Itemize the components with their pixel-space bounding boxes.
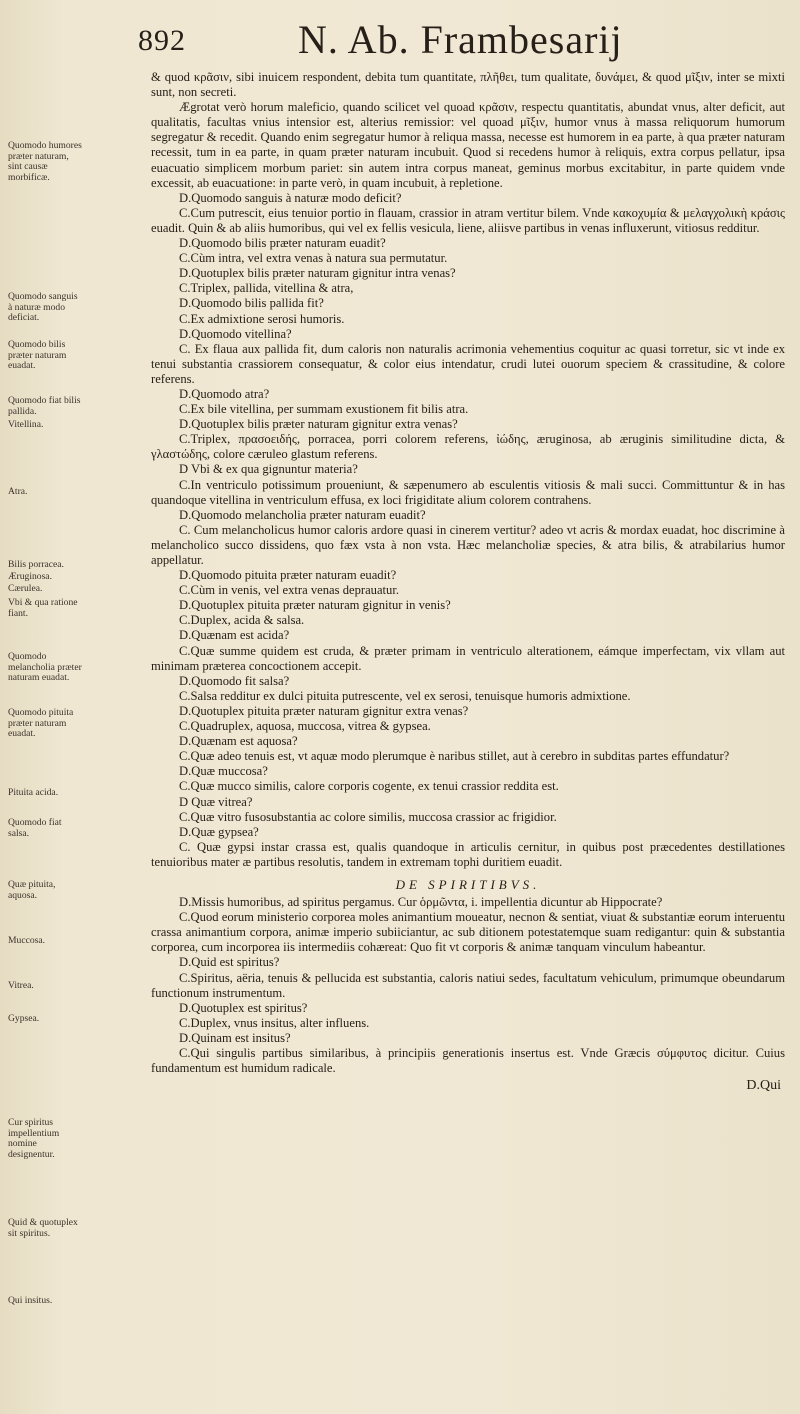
margin-note: Cur spiritus impellentium nomine designentur. xyxy=(8,1117,60,1160)
margin-note: Bilis porracea. xyxy=(8,559,64,570)
margin-note: Quomodo sanguis à naturæ modo deficiat. xyxy=(8,291,78,324)
answer-paragraph: C.Quæ adeo tenuis est, vt aquæ modo plerumque è naribus stillet, aut à cerebro in subditas partes effundatur? xyxy=(179,749,730,764)
answer-line: C.Quæ mucco similis, calore corporis cogente, ex tenui crassior reddita est. xyxy=(179,779,559,794)
question-line: D.Quæ gypsea? xyxy=(179,824,259,839)
question-line: D.Quæ muccosa? xyxy=(179,764,268,779)
margin-note: Vitrea. xyxy=(8,980,34,991)
question-line: D.Quomodo pituita præter naturam euadit? xyxy=(179,568,397,583)
catchword: D.Qui xyxy=(746,1078,781,1094)
answer-paragraph: C.Spiritus, aëria, tenuis & pellucida est substantia, caloris natiui sedes, facultatum vehiculum, primumque obeundarum functionum instrumentum. xyxy=(151,970,785,1000)
margin-note: Quomodo pituita præter naturam euadat. xyxy=(8,707,74,740)
question-line: D.Quotuplex bilis præter naturam gignitur intra venas? xyxy=(179,266,456,281)
question-line: D.Quomodo melancholia præter naturam euadit? xyxy=(179,507,426,522)
section-heading: DE SPIRITIBVS. xyxy=(395,876,541,892)
margin-note: Vbi & qua ratione fiant. xyxy=(8,597,78,619)
answer-line: C.Duplex, acida & salsa. xyxy=(179,613,305,628)
margin-note: Quomodo fiat bilis pallida. xyxy=(8,395,81,417)
answer-paragraph: C.Cum putrescit, eius tenuior portio in flauam, crassior in atram vertitur bilem. Vnde κακοχυμία & μελαγχολικὴ κράσις euadit. Quin & ab aliis humoribus, qui vel ex fellis vesicula, liene, aliisve partibus in venas influxerunt, vitiosus redditur. xyxy=(151,205,785,235)
question-line: D Quæ vitrea? xyxy=(179,794,253,809)
margin-note: Quæ pituita, aquosa. xyxy=(8,879,56,901)
margin-note: Quomodo humores præter naturam, sint causæ morbificæ. xyxy=(8,140,82,183)
answer-paragraph: C. Quæ gypsi instar crassa est, qualis quandoque in articulis cernitur, in quibus post præcedentes destillationes tenuioribus mater æ partibus resolutis, tandem in extremam tophi duritiem euadit. xyxy=(151,839,785,869)
answer-paragraph: C.Quæ summe quidem est cruda, & præter primam in ventriculo alterationem, eámque imperfectam, vix vllam aut minimam præterea concoctionem accepit. xyxy=(151,643,785,673)
page-number: 892 xyxy=(138,24,186,57)
page-header xyxy=(138,14,788,64)
question-line: D.Quinam est insitus? xyxy=(179,1030,291,1045)
question-line: D.Quomodo vitellina? xyxy=(179,326,292,341)
margin-note: Æruginosa. xyxy=(8,571,52,582)
answer-paragraph: C.Qui singulis partibus similaribus, à principiis generationis insertus est. Vnde Græcis σύμφυτος dicitur. Cuius fundamentum est humidum radicale. xyxy=(151,1046,785,1076)
answer-line: C.Ex admixtione serosi humoris. xyxy=(179,311,345,326)
margin-note: Quomodo fiat salsa. xyxy=(8,817,62,839)
question-line: D.Quotuplex pituita præter naturam gignitur extra venas? xyxy=(179,703,469,718)
question-line: D.Quomodo atra? xyxy=(179,386,270,401)
margin-note: Atra. xyxy=(8,486,28,497)
margin-note: Vitellina. xyxy=(8,419,44,430)
answer-line: C.Cùm intra, vel extra venas à natura sua permutatur. xyxy=(179,251,448,266)
question-line: D.Quomodo sanguis à naturæ modo deficit? xyxy=(179,190,402,205)
running-title: N. Ab. Frambesarij xyxy=(298,17,623,62)
margin-note: Quomodo melancholia præter naturam euadat. xyxy=(8,651,82,684)
answer-line: C.Quadruplex, aquosa, muccosa, vitrea & gypsea. xyxy=(179,719,431,734)
margin-note: Quid & quotuplex sit spiritus. xyxy=(8,1217,78,1239)
answer-paragraph: C.Quod eorum ministerio corporea moles animantium moueatur, necnon & sentiat, viuat & substantiæ eorum interuentu crassa animantium corpora, animæ imperio subiiciantur, ac sub ditionem potestatemque suam redigantur: quin & substantia corporea, cum incorporea iis intermediis cohæreat: Quo fit vt corporis & animæ tanquam vinculum habeantur. xyxy=(151,910,785,955)
answer-line: C.Salsa redditur ex dulci pituita putrescente, vel ex serosi, tenuisque humoris admixtione. xyxy=(179,688,631,703)
answer-line: C.Ex bile vitellina, per summam exustionem fit bilis atra. xyxy=(179,402,469,417)
answer-line: C.Cùm in venis, vel extra venas deprauatur. xyxy=(179,583,399,598)
question-line: D Vbi & ex qua gignuntur materia? xyxy=(179,462,358,477)
text-paragraph: & quod κρᾶσιν, sibi inuicem respondent, debita tum quantitate, πλῆθει, tum qualitate, δυνάμει, & quod μῖξιν, inter se mixti sunt, non secreti. xyxy=(151,70,785,100)
margin-note: Muccosa. xyxy=(8,935,46,946)
question-line: D.Quotuplex bilis præter naturam gignitur extra venas? xyxy=(179,417,458,432)
margin-note: Cærulea. xyxy=(8,583,43,594)
question-line: D.Quomodo fit salsa? xyxy=(179,673,290,688)
question-line: D.Quænam est aquosa? xyxy=(179,734,298,749)
question-line: D.Quotuplex pituita præter naturam gignitur in venis? xyxy=(179,598,451,613)
answer-paragraph: C. Ex flaua aux pallida fit, dum caloris non naturalis acrimonia vehementius coquitur ac quasi torretur, sic vt inde ex tenui substantia crassiorem consequatur, & color eius intendatur, crudi lutei ouorum speciem & crassitudine, & colore referens. xyxy=(151,341,785,386)
answer-paragraph: C.In ventriculo potissimum proueniunt, & sæpenumero ab esculentis vitiosis & mali succi. Committuntur & in has quandoque vitellina in ventriculum effusa, ex loci frigiditate alium colorem contrahens. xyxy=(151,477,785,507)
question-line: D.Quomodo bilis pallida fit? xyxy=(179,296,324,311)
question-line: D.Quotuplex est spiritus? xyxy=(179,1000,308,1015)
question-line: D.Quænam est acida? xyxy=(179,628,290,643)
question-line: D.Quomodo bilis præter naturam euadit? xyxy=(179,236,386,251)
answer-line: C.Duplex, vnus insitus, alter influens. xyxy=(179,1015,370,1030)
main-text xyxy=(151,70,785,1093)
answer-line: C.Triplex, pallida, vitellina & atra, xyxy=(179,281,354,296)
margin-note: Qui insitus. xyxy=(8,1295,53,1306)
answer-paragraph: C.Triplex, πρασοειδής, porracea, porri colorem referens, ἰώδης, æruginosa, ab æruginis similitudine dicta, & γλαστώδης, colore cæruleo glastum referens. xyxy=(151,432,785,462)
text-paragraph: Ægrotat verò horum maleficio, quando scilicet vel quoad κρᾶσιν, respectu quantitatis, abundat vnus, alter deficit, aut qualitatis, facultas vnius intensior est, alterius remissior: vel quoad μῖξιν, humor vnus à massa reliquorum humorum segregatur & recedit. Quando enim segregatur humor à reliqua massa, necesse est humorem in ea parte, à qua præter naturam recessit, tum in ea parte, in quam præter naturam incubuit. Quod si recedens humor à reliquis, extra corpus pellatur, ipsa euacuatio simplicem morbum pariet: sin autem intra corpus maneat, geminus morbus excitabitur, in parte quidem vnde excessit, ab euacuatione: in parte verò, in quam incubuit, à repletione. xyxy=(151,100,785,190)
margin-note: Quomodo bilis præter naturam euadat. xyxy=(8,339,67,372)
margin-note: Pituita acida. xyxy=(8,787,59,798)
margin-note: Gypsea. xyxy=(8,1013,40,1024)
answer-line: C.Quæ vitro fusosubstantia ac colore similis, muccosa crassior ac frigidior. xyxy=(179,809,557,824)
question-paragraph: D.Missis humoribus, ad spiritus pergamus. Cur ὁρμῶντα, i. impellentia dicuntur ab Hippocrate? xyxy=(179,895,663,910)
answer-paragraph: C. Cum melancholicus humor caloris ardore quasi in cinerem vertitur? adeo vt acris & mordax euadat, hoc discrimine à melancholico succo dissidens, quo fæx vsta à non vsta. Hæc melancholiæ species, & atra bilis, & atrabilarius humor appellatur. xyxy=(151,522,785,567)
question-line: D.Quid est spiritus? xyxy=(179,955,280,970)
